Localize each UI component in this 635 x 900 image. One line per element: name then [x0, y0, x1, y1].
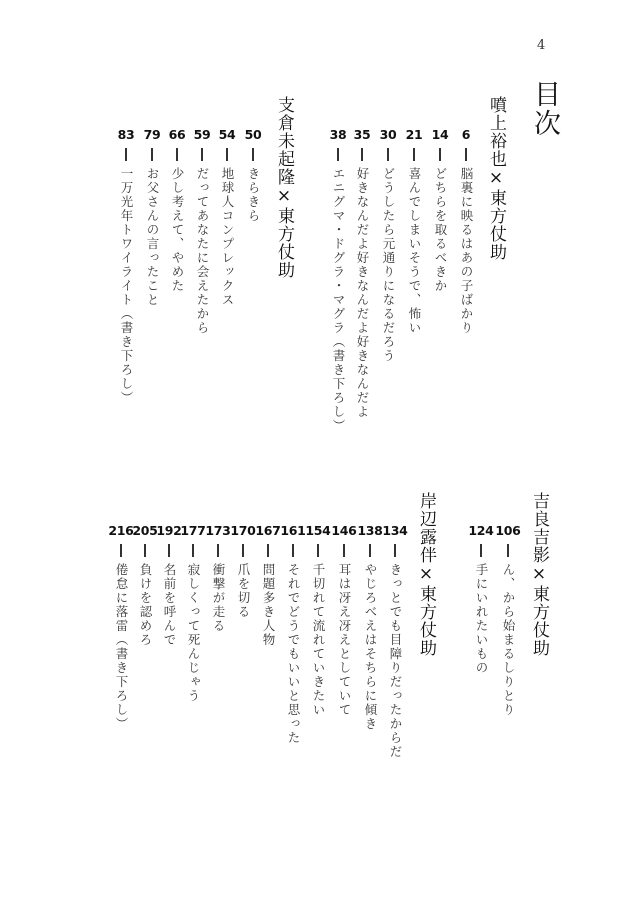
toc-entry[interactable] [469, 524, 493, 675]
entry-page-number: 35 [353, 127, 371, 142]
toc-entry[interactable] [109, 524, 133, 731]
toc-entry[interactable] [332, 524, 356, 717]
toc-entry[interactable] [383, 524, 407, 759]
entry-page-number: 167 [255, 523, 281, 538]
entry-dash [317, 544, 319, 557]
entry-page-number: 173 [205, 523, 231, 538]
entry-page-number: 134 [382, 523, 408, 538]
entry-page-number: 66 [168, 127, 186, 142]
entry-title: エニグマ・ドグラ・マグラ（書き下ろし） [331, 167, 346, 433]
section-author-2: 支倉未起隆×東方仗助 [274, 96, 294, 279]
toc-entry[interactable] [241, 128, 265, 223]
entry-title: どちらを取るべきか [433, 167, 448, 293]
entry-page-number: 106 [495, 523, 521, 538]
toc-entry[interactable] [281, 524, 305, 745]
entry-title: きっとでも目障りだったからだ [388, 563, 403, 759]
entry-title: どうしたら元通りになるだろう [381, 167, 396, 363]
entry-dash [439, 148, 441, 161]
entry-dash [120, 544, 122, 557]
entry-page-number: 6 [461, 127, 471, 142]
entry-dash [337, 148, 339, 161]
entry-dash [361, 148, 363, 161]
toc-entry[interactable] [350, 128, 374, 419]
entry-page-number: 38 [329, 127, 347, 142]
entry-title: 千切れて流れていきたい [311, 563, 326, 717]
entry-title: 名前を呼んで [162, 563, 177, 647]
entry-dash [125, 148, 127, 161]
toc-entry[interactable] [157, 524, 181, 647]
entry-dash [176, 148, 178, 161]
entry-title: 一万光年トワイライト（書き下ろし） [119, 167, 134, 405]
entry-title: 負けを認めろ [138, 563, 153, 647]
toc-entry[interactable] [306, 524, 330, 717]
toc-entry[interactable] [496, 524, 520, 717]
entry-dash [387, 148, 389, 161]
toc-entry[interactable] [133, 524, 157, 647]
entry-page-number: 21 [405, 127, 423, 142]
toc-entry[interactable] [165, 128, 189, 293]
entry-page-number: 154 [305, 523, 331, 538]
toc-entry[interactable] [326, 128, 350, 433]
entry-page-number: 205 [132, 523, 158, 538]
section-author-3: 吉良吉影×東方仗助 [529, 492, 549, 657]
entry-page-number: 146 [331, 523, 357, 538]
entry-title: きらきら [246, 167, 261, 223]
toc-entry[interactable] [114, 128, 138, 405]
entry-title: ん、から始まるしりとり [501, 563, 516, 717]
entry-dash [192, 544, 194, 557]
entry-dash [168, 544, 170, 557]
entry-title: 倦怠に落雷（書き下ろし） [114, 563, 129, 731]
entry-dash [480, 544, 482, 557]
entry-page-number: 161 [280, 523, 306, 538]
toc-entry[interactable] [181, 524, 205, 703]
entry-title: 爪を切る [236, 563, 251, 619]
entry-dash [465, 148, 467, 161]
toc-entry[interactable] [454, 128, 478, 335]
page-number: 4 [537, 38, 546, 53]
entry-dash [394, 544, 396, 557]
entry-title: 衝撃が走る [211, 563, 226, 633]
entry-title: 地球人コンプレックス [220, 167, 235, 307]
entry-dash [144, 544, 146, 557]
toc-entry[interactable] [190, 128, 214, 335]
entry-title: 寂しくって死んじゃう [186, 563, 201, 703]
toc-entry[interactable] [402, 128, 426, 335]
entry-dash [226, 148, 228, 161]
entry-title: 問題多き人物 [261, 563, 276, 647]
entry-title: やじろべえはそちらに傾き [363, 563, 378, 731]
entry-title: お父さんの言ったこと [145, 167, 160, 307]
entry-title: 脳裏に映るはあの子ばかり [459, 167, 474, 335]
entry-page-number: 170 [230, 523, 256, 538]
toc-entry[interactable] [231, 524, 255, 619]
entry-dash [369, 544, 371, 557]
entry-dash [201, 148, 203, 161]
toc-entry[interactable] [376, 128, 400, 363]
entry-page-number: 50 [244, 127, 262, 142]
section-author-1: 噴上裕也×東方仗助 [486, 96, 506, 261]
entry-title: それでどうでもいいと思った [286, 563, 301, 745]
entry-page-number: 177 [180, 523, 206, 538]
toc-entry[interactable] [428, 128, 452, 293]
toc-entry[interactable] [215, 128, 239, 307]
entry-page-number: 30 [379, 127, 397, 142]
entry-page-number: 124 [468, 523, 494, 538]
entry-title: 好きなんだよ好きなんだよ好きなんだよ [355, 167, 370, 419]
entry-page-number: 138 [357, 523, 383, 538]
entry-dash [151, 148, 153, 161]
entry-page-number: 192 [156, 523, 182, 538]
entry-dash [292, 544, 294, 557]
entry-page-number: 54 [218, 127, 236, 142]
entry-page-number: 79 [143, 127, 161, 142]
entry-dash [267, 544, 269, 557]
entry-title: だってあなたに会えたから [195, 167, 210, 335]
toc-entry[interactable] [206, 524, 230, 633]
section-author-4: 岸辺露伴×東方仗助 [416, 492, 436, 657]
entry-dash [217, 544, 219, 557]
entry-dash [413, 148, 415, 161]
entry-dash [343, 544, 345, 557]
toc-entry[interactable] [358, 524, 382, 731]
toc-entry[interactable] [256, 524, 280, 647]
entry-title: 手にいれたいもの [474, 563, 489, 675]
entry-page-number: 14 [431, 127, 449, 142]
entry-title: 少し考えて、やめた [170, 167, 185, 293]
entry-page-number: 83 [117, 127, 135, 142]
entry-dash [252, 148, 254, 161]
entry-dash [242, 544, 244, 557]
entry-title: 耳は冴え冴えとしていて [337, 563, 352, 717]
entry-page-number: 216 [108, 523, 134, 538]
page-title: 目次 [529, 80, 560, 138]
entry-title: 喜んでしまいそうで、怖い [407, 167, 422, 335]
toc-entry[interactable] [140, 128, 164, 307]
entry-page-number: 59 [193, 127, 211, 142]
entry-dash [507, 544, 509, 557]
